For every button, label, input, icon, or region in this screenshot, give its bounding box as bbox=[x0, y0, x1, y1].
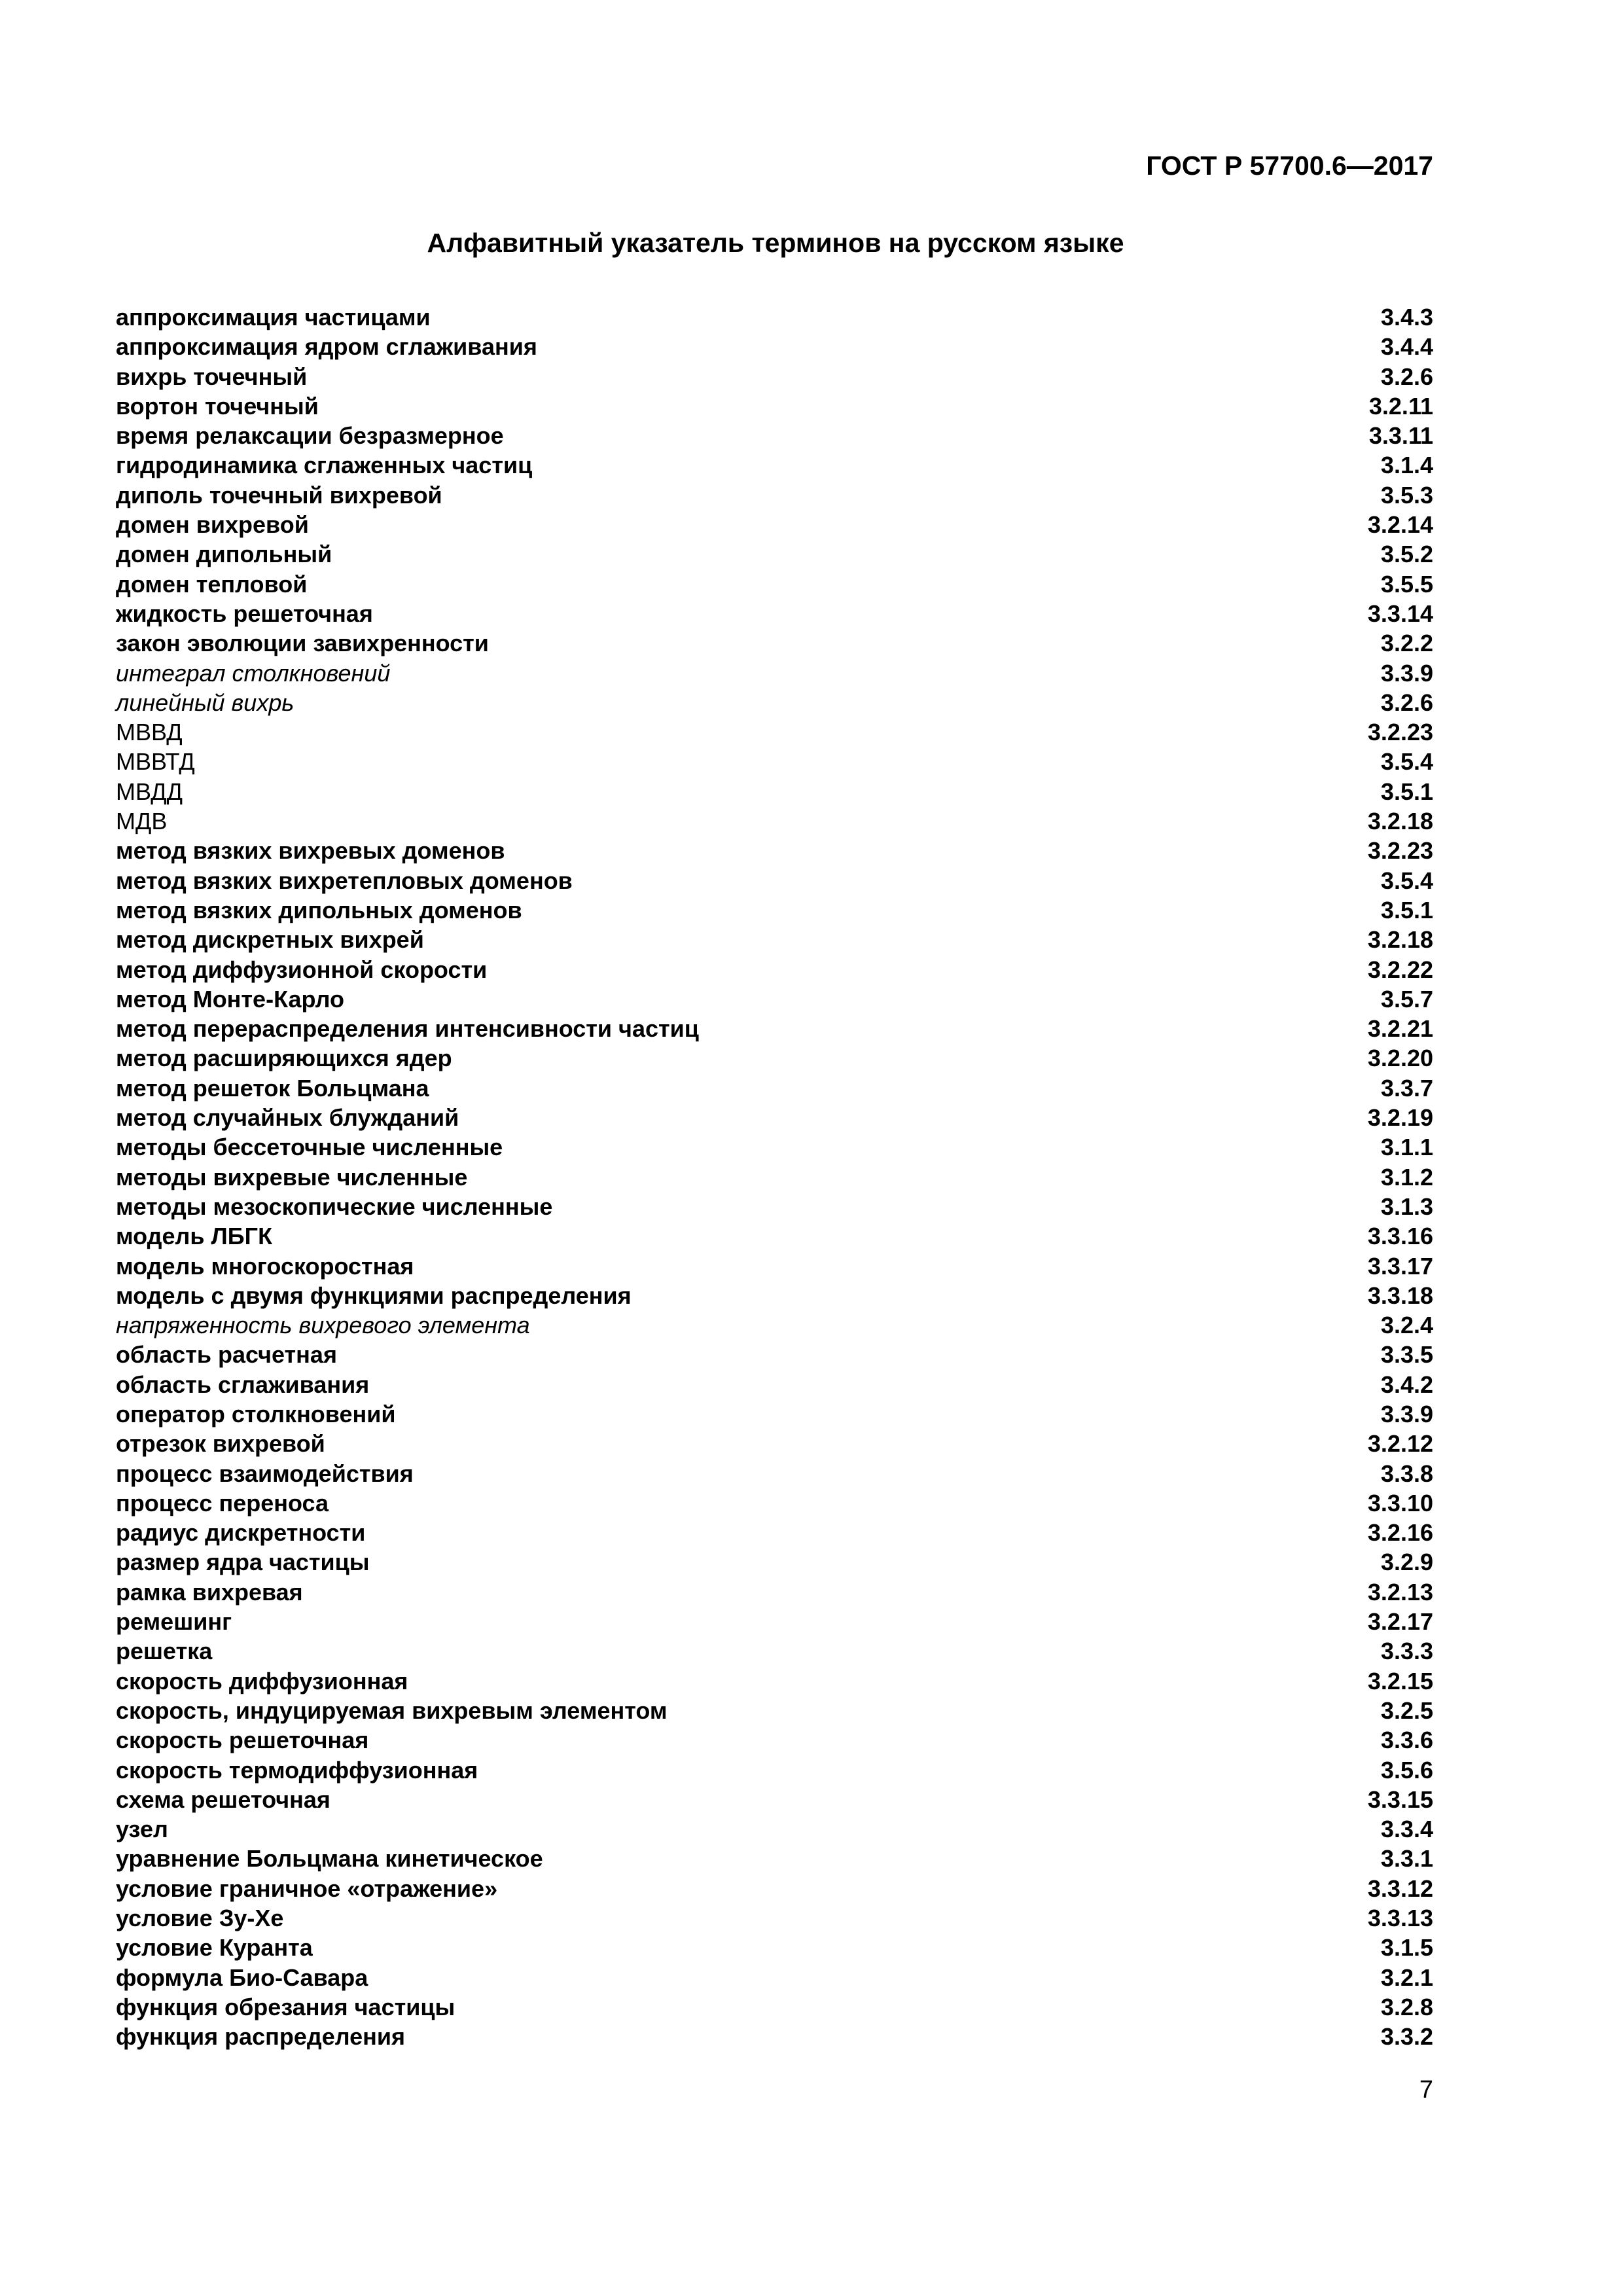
index-term: закон эволюции завихренности bbox=[116, 630, 489, 657]
index-term-reference: 3.3.4 bbox=[1380, 1816, 1433, 1843]
index-term: метод вязких дипольных доменов bbox=[116, 896, 522, 924]
index-term: аппроксимация ядром сглаживания bbox=[116, 333, 537, 361]
index-term: размер ядра частицы bbox=[116, 1549, 370, 1576]
index-term: домен тепловой bbox=[116, 570, 308, 598]
index-entry bbox=[116, 747, 1433, 776]
index-entry bbox=[116, 1132, 1433, 1162]
index-term: процесс переноса bbox=[116, 1489, 329, 1516]
index-term-reference: 3.5.3 bbox=[1380, 481, 1433, 509]
index-term: МВДД bbox=[116, 778, 183, 805]
index-term: отрезок вихревой bbox=[116, 1430, 325, 1458]
index-term: метод вязких вихретепловых доменов bbox=[116, 867, 573, 894]
index-term-reference: 3.2.18 bbox=[1367, 808, 1433, 835]
index-entry bbox=[116, 1370, 1433, 1399]
index-term-reference: 3.4.2 bbox=[1380, 1371, 1433, 1398]
index-term: МВВД bbox=[116, 719, 183, 746]
index-term-reference: 3.1.1 bbox=[1380, 1134, 1433, 1161]
index-term-reference: 3.3.14 bbox=[1367, 600, 1433, 627]
index-term: модель ЛБГК bbox=[116, 1223, 273, 1250]
index-entry bbox=[116, 1014, 1433, 1043]
index-entry bbox=[116, 955, 1433, 984]
index-term: гидродинамика сглаженных частиц bbox=[116, 452, 533, 479]
index-term-reference: 3.3.1 bbox=[1380, 1845, 1433, 1873]
index-entry bbox=[116, 1666, 1433, 1696]
index-term-reference: 3.2.21 bbox=[1367, 1015, 1433, 1043]
index-term-reference: 3.2.18 bbox=[1367, 926, 1433, 954]
index-term-reference: 3.2.11 bbox=[1368, 392, 1433, 420]
index-term: метод перераспределения интенсивности частиц bbox=[116, 1015, 699, 1043]
index-term-reference: 3.3.3 bbox=[1380, 1638, 1433, 1665]
index-term-reference: 3.2.12 bbox=[1367, 1430, 1433, 1458]
index-term-reference: 3.2.6 bbox=[1380, 363, 1433, 390]
index-entry bbox=[116, 1073, 1433, 1103]
index-entry bbox=[116, 866, 1433, 895]
index-term-reference: 3.2.13 bbox=[1367, 1578, 1433, 1605]
index-term: условие Зу-Хе bbox=[116, 1905, 284, 1932]
index-term-reference: 3.1.4 bbox=[1380, 452, 1433, 479]
index-entry bbox=[116, 1162, 1433, 1192]
index-term: метод диффузионной скорости bbox=[116, 956, 488, 983]
index-term-reference: 3.2.14 bbox=[1367, 511, 1433, 539]
index-entry bbox=[116, 421, 1433, 450]
index-term: вихрь точечный bbox=[116, 363, 308, 390]
index-term-reference: 3.3.13 bbox=[1367, 1905, 1433, 1932]
index-term-reference: 3.2.5 bbox=[1380, 1696, 1433, 1724]
index-term: область расчетная bbox=[116, 1341, 337, 1369]
index-term-reference: 3.2.19 bbox=[1367, 1104, 1433, 1132]
index-term-reference: 3.2.17 bbox=[1367, 1608, 1433, 1636]
index-term: модель многоскоростная bbox=[116, 1252, 414, 1280]
index-entry bbox=[116, 984, 1433, 1014]
index-term-reference: 3.5.6 bbox=[1380, 1756, 1433, 1784]
index-entry bbox=[116, 1903, 1433, 1933]
index-term: метод дискретных вихрей bbox=[116, 926, 424, 954]
index-term: жидкость решеточная bbox=[116, 600, 373, 627]
index-entry bbox=[116, 658, 1433, 688]
index-entry bbox=[116, 1755, 1433, 1785]
index-term: МВВТД bbox=[116, 748, 195, 776]
index-term-reference: 3.5.1 bbox=[1380, 778, 1433, 805]
index-entry bbox=[116, 1992, 1433, 2022]
index-term: методы бессеточные численные bbox=[116, 1134, 503, 1161]
index-entry bbox=[116, 895, 1433, 925]
index-term-reference: 3.5.7 bbox=[1380, 985, 1433, 1013]
index-term-reference: 3.2.1 bbox=[1380, 1964, 1433, 1991]
index-term-reference: 3.3.9 bbox=[1380, 659, 1433, 687]
index-term: метод вязких вихревых доменов bbox=[116, 837, 505, 865]
index-entry bbox=[116, 510, 1433, 539]
index-term-reference: 3.1.5 bbox=[1380, 1934, 1433, 1962]
index-term: диполь точечный вихревой bbox=[116, 481, 442, 509]
index-entry bbox=[116, 539, 1433, 569]
index-entry bbox=[116, 1518, 1433, 1547]
index-term-reference: 3.3.17 bbox=[1367, 1252, 1433, 1280]
index-term: домен дипольный bbox=[116, 541, 332, 568]
index-entry bbox=[116, 1310, 1433, 1340]
index-term: уравнение Больцмана кинетическое bbox=[116, 1845, 543, 1873]
index-term: скорость решеточная bbox=[116, 1727, 369, 1754]
index-term-reference: 3.2.23 bbox=[1367, 719, 1433, 746]
index-term: метод решеток Больцмана bbox=[116, 1074, 429, 1102]
index-term-reference: 3.2.22 bbox=[1367, 956, 1433, 983]
index-entry bbox=[116, 1459, 1433, 1488]
index-term: условие граничное «отражение» bbox=[116, 1874, 498, 1902]
index-entry bbox=[116, 1844, 1433, 1873]
index-term-reference: 3.2.6 bbox=[1380, 689, 1433, 716]
index-term-reference: 3.3.10 bbox=[1367, 1489, 1433, 1516]
index-entry bbox=[116, 1251, 1433, 1281]
index-term: формула Био-Савара bbox=[116, 1964, 368, 1991]
index-term: методы мезоскопические численные bbox=[116, 1193, 553, 1220]
index-term: аппроксимация частицами bbox=[116, 304, 431, 331]
index-term: решетка bbox=[116, 1638, 213, 1665]
index-entry bbox=[116, 1192, 1433, 1221]
index-term-reference: 3.2.16 bbox=[1367, 1519, 1433, 1547]
index-entry bbox=[116, 450, 1433, 480]
index-entry bbox=[116, 1340, 1433, 1369]
index-term-reference: 3.3.9 bbox=[1380, 1400, 1433, 1427]
index-term: область сглаживания bbox=[116, 1371, 370, 1398]
index-term-reference: 3.3.12 bbox=[1367, 1874, 1433, 1902]
index-term-reference: 3.5.5 bbox=[1380, 570, 1433, 598]
index-term: линейный вихрь bbox=[116, 689, 294, 716]
index-term: функция обрезания частицы bbox=[116, 1993, 455, 2020]
index-term-reference: 3.3.11 bbox=[1368, 422, 1433, 450]
term-index-list bbox=[116, 302, 1433, 2052]
index-entry bbox=[116, 332, 1433, 361]
index-term-reference: 3.5.4 bbox=[1380, 748, 1433, 776]
index-entry bbox=[116, 1725, 1433, 1755]
index-term-reference: 3.2.9 bbox=[1380, 1549, 1433, 1576]
index-term-reference: 3.4.3 bbox=[1380, 304, 1433, 331]
index-term: вортон точечный bbox=[116, 392, 319, 420]
index-entry bbox=[116, 717, 1433, 747]
index-term-reference: 3.1.2 bbox=[1380, 1163, 1433, 1191]
index-entry bbox=[116, 362, 1433, 391]
index-term-reference: 3.3.6 bbox=[1380, 1727, 1433, 1754]
index-entry bbox=[116, 391, 1433, 421]
index-term-reference: 3.2.20 bbox=[1367, 1045, 1433, 1072]
index-term: схема решеточная bbox=[116, 1785, 330, 1813]
index-term: ремешинг bbox=[116, 1608, 232, 1636]
index-term: метод случайных блужданий bbox=[116, 1104, 459, 1132]
index-entry bbox=[116, 1577, 1433, 1607]
index-term-reference: 3.5.1 bbox=[1380, 896, 1433, 924]
index-entry bbox=[116, 1429, 1433, 1458]
index-term-reference: 3.3.18 bbox=[1367, 1282, 1433, 1309]
index-entry bbox=[116, 302, 1433, 332]
index-entry bbox=[116, 1874, 1433, 1903]
index-term-reference: 3.3.5 bbox=[1380, 1341, 1433, 1369]
index-term: интеграл столкновений bbox=[116, 659, 391, 687]
index-term: процесс взаимодействия bbox=[116, 1460, 414, 1487]
index-term-reference: 3.5.4 bbox=[1380, 867, 1433, 894]
index-entry bbox=[116, 1785, 1433, 1814]
index-entry bbox=[116, 777, 1433, 806]
index-term-reference: 3.2.23 bbox=[1367, 837, 1433, 865]
index-term: метод Монте-Карло bbox=[116, 985, 344, 1013]
index-entry bbox=[116, 1399, 1433, 1429]
index-term-reference: 3.3.8 bbox=[1380, 1460, 1433, 1487]
index-term-reference: 3.3.7 bbox=[1380, 1074, 1433, 1102]
index-term: метод расширяющихся ядер bbox=[116, 1045, 452, 1072]
index-entry bbox=[116, 1933, 1433, 1962]
index-term: скорость, индуцируемая вихревым элементом bbox=[116, 1696, 668, 1724]
index-term: радиус дискретности bbox=[116, 1519, 366, 1547]
index-term-reference: 3.2.4 bbox=[1380, 1312, 1433, 1339]
index-term-reference: 3.3.2 bbox=[1380, 2023, 1433, 2051]
index-entry bbox=[116, 1636, 1433, 1666]
index-entry bbox=[116, 806, 1433, 836]
index-term: напряженность вихревого элемента bbox=[116, 1312, 530, 1339]
index-entry bbox=[116, 1696, 1433, 1725]
index-entry bbox=[116, 925, 1433, 954]
standard-code: ГОСТ Р 57700.6—2017 bbox=[1146, 151, 1433, 181]
page-number: 7 bbox=[1419, 2076, 1433, 2104]
index-term: условие Куранта bbox=[116, 1934, 313, 1962]
index-entry bbox=[116, 628, 1433, 658]
index-term: домен вихревой bbox=[116, 511, 309, 539]
index-term-reference: 3.4.4 bbox=[1380, 333, 1433, 361]
index-entry bbox=[116, 480, 1433, 510]
index-entry bbox=[116, 569, 1433, 599]
index-entry bbox=[116, 1281, 1433, 1310]
index-entry bbox=[116, 1607, 1433, 1636]
index-term-reference: 3.1.3 bbox=[1380, 1193, 1433, 1220]
index-entry bbox=[116, 1043, 1433, 1073]
index-term: оператор столкновений bbox=[116, 1400, 396, 1427]
index-term: время релаксации безразмерное bbox=[116, 422, 504, 450]
index-entry bbox=[116, 1547, 1433, 1577]
index-entry bbox=[116, 1814, 1433, 1844]
index-term: методы вихревые численные bbox=[116, 1163, 468, 1191]
index-term: рамка вихревая bbox=[116, 1578, 303, 1605]
index-term: МДВ bbox=[116, 808, 168, 835]
index-entry bbox=[116, 1221, 1433, 1251]
index-term-reference: 3.2.8 bbox=[1380, 1993, 1433, 2020]
index-term-reference: 3.3.15 bbox=[1367, 1785, 1433, 1813]
index-entry bbox=[116, 1103, 1433, 1132]
index-term: скорость диффузионная bbox=[116, 1667, 408, 1695]
index-entry bbox=[116, 836, 1433, 865]
index-term: узел bbox=[116, 1816, 168, 1843]
index-term-reference: 3.3.16 bbox=[1367, 1223, 1433, 1250]
index-term: скорость термодиффузионная bbox=[116, 1756, 478, 1784]
index-title: Алфавитный указатель терминов на русском языке bbox=[427, 228, 1124, 258]
index-term-reference: 3.2.15 bbox=[1367, 1667, 1433, 1695]
index-entry bbox=[116, 599, 1433, 628]
index-term: функция распределения bbox=[116, 2023, 406, 2051]
index-entry bbox=[116, 1488, 1433, 1518]
index-entry bbox=[116, 2022, 1433, 2051]
index-term: модель с двумя функциями распределения bbox=[116, 1282, 632, 1309]
index-entry bbox=[116, 1963, 1433, 1992]
index-term-reference: 3.2.2 bbox=[1380, 630, 1433, 657]
index-entry bbox=[116, 688, 1433, 717]
index-term-reference: 3.5.2 bbox=[1380, 541, 1433, 568]
